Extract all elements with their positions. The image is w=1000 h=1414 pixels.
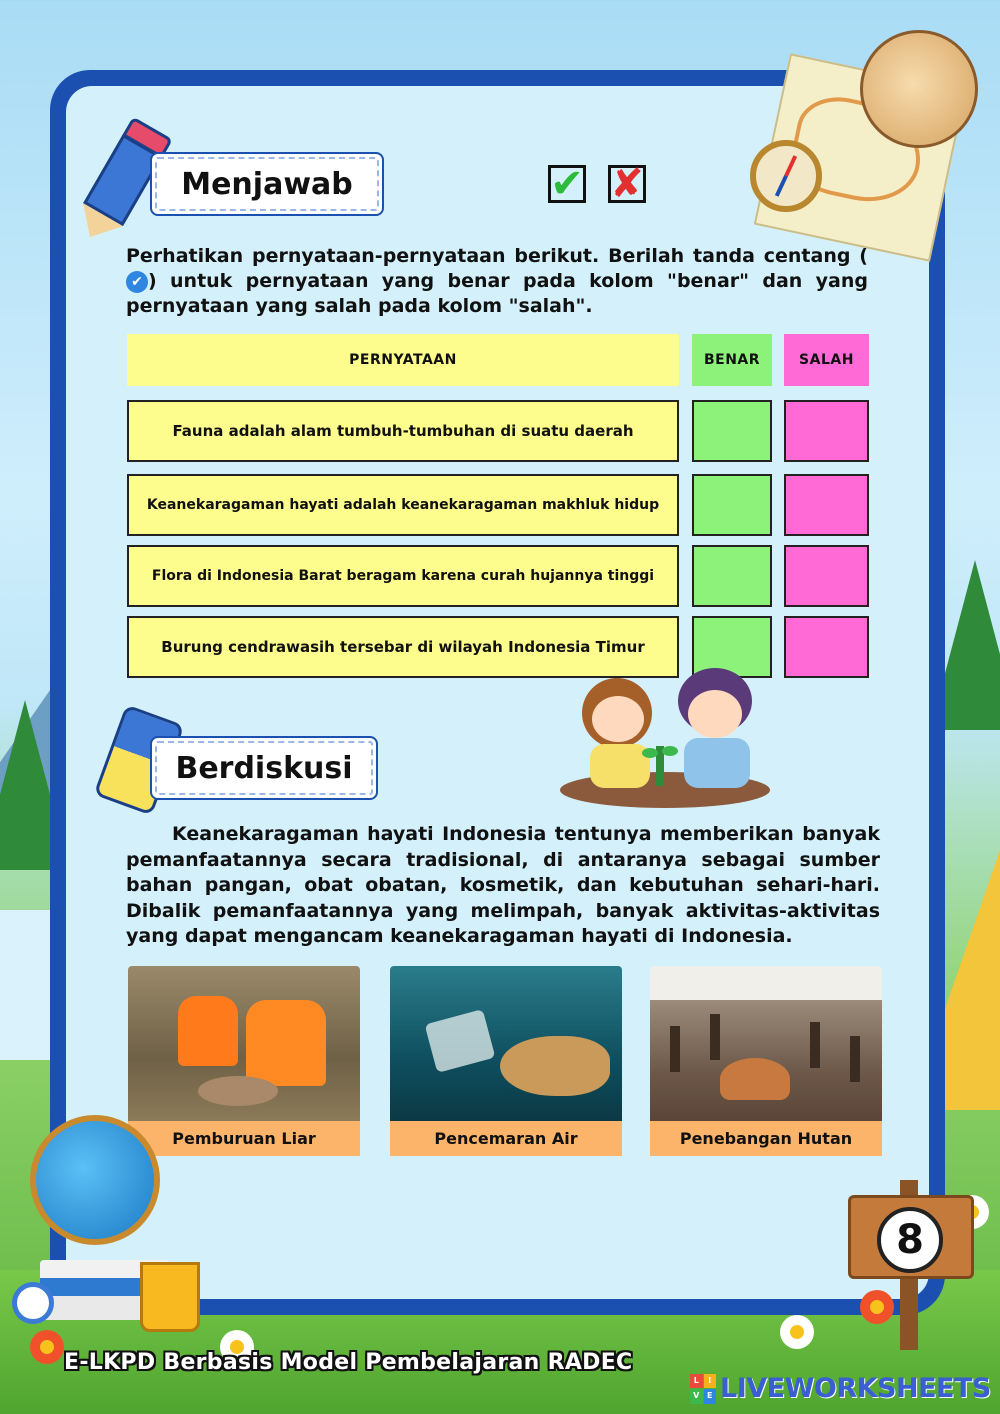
- check-mark-icon: ✔: [548, 165, 586, 203]
- photo-card-pollution: [390, 966, 622, 1156]
- answer-cell-benar[interactable]: [692, 474, 772, 536]
- logo-letter: I: [704, 1374, 717, 1389]
- page-number: 8: [877, 1207, 943, 1273]
- globe-illustration: [30, 1115, 160, 1245]
- logo-letter: L: [690, 1374, 703, 1389]
- logo-letter: V: [690, 1389, 703, 1404]
- mark-legend: [548, 161, 646, 207]
- children-planting-illustration: [560, 668, 770, 808]
- statement-row: Flora di Indonesia Barat beragam karena curah hujannya tinggi: [127, 545, 679, 607]
- instruction-part1: Perhatikan pernyataan-pernyataan berikut. Berilah tanda centang (: [126, 245, 868, 267]
- answer-cell-salah[interactable]: [784, 545, 869, 607]
- statement-row: Fauna adalah alam tumbuh-tumbuhan di suatu daerah: [127, 400, 679, 462]
- liveworksheets-logo[interactable]: [690, 1373, 991, 1404]
- answer-cell-benar[interactable]: [692, 545, 772, 607]
- explorer-hat-illustration: [860, 30, 978, 148]
- liveworksheets-icon: [690, 1374, 716, 1404]
- compass-illustration: [750, 140, 822, 212]
- header-statement: PERNYATAAN: [127, 334, 679, 386]
- section-title-berdiskusi: [150, 736, 378, 800]
- cross-mark-icon: ✘: [608, 165, 646, 203]
- section-title-text: Menjawab: [181, 166, 353, 202]
- section-title-menjawab: [150, 152, 384, 216]
- photo-caption: Pemburuan Liar: [128, 1121, 360, 1156]
- section-title-text: Berdiskusi: [175, 750, 353, 786]
- answer-cell-salah[interactable]: [784, 474, 869, 536]
- photo-caption: Penebangan Hutan: [650, 1121, 882, 1156]
- water-pollution-photo: [390, 966, 622, 1121]
- flower-decoration: [860, 1290, 894, 1324]
- hunting-photo: [128, 966, 360, 1121]
- header-benar: BENAR: [692, 334, 772, 386]
- answer-cell-benar[interactable]: [692, 400, 772, 462]
- footer-title: E-LKPD Berbasis Model Pembelajaran RADEC: [64, 1350, 633, 1375]
- instruction-part2: ) untuk pernyataan yang benar pada kolom "benar" dan yang pernyataan yang salah pada kolom "salah".: [126, 270, 868, 317]
- discussion-paragraph: Keanekaragaman hayati Indonesia tentunya memberikan banyak pemanfaatannya secara tradisional, di antaranya sebagai sumber bahan pangan, obat obatan, kosmetik, dan kebutuhan sehari-hari. Dibalik pemanfaatannya yang melimpah, banyak aktivitas-aktivitas yang dapat mengancam keanekaragaman hayati di Indonesia.: [126, 823, 880, 947]
- flower-decoration: [30, 1330, 64, 1364]
- photo-caption: Pencemaran Air: [390, 1121, 622, 1156]
- statement-row: Burung cendrawasih tersebar di wilayah Indonesia Timur: [127, 616, 679, 678]
- photo-card-logging: [650, 966, 882, 1156]
- pencil-cup-illustration: [140, 1262, 200, 1332]
- logo-letter: E: [704, 1389, 717, 1404]
- header-salah: SALAH: [784, 334, 869, 386]
- answer-cell-salah[interactable]: [784, 400, 869, 462]
- statement-row: Keanekaragaman hayati adalah keanekaragaman makhluk hidup: [127, 474, 679, 536]
- compass-icon: [12, 1282, 54, 1324]
- photo-card-hunting: [128, 966, 360, 1156]
- answer-cell-salah[interactable]: [784, 616, 869, 678]
- flower-decoration: [780, 1315, 814, 1349]
- instruction-text: [126, 244, 868, 319]
- check-badge-icon: ✔: [126, 271, 148, 293]
- deforestation-photo: [650, 966, 882, 1121]
- liveworksheets-text: LIVEWORKSHEETS: [720, 1373, 991, 1404]
